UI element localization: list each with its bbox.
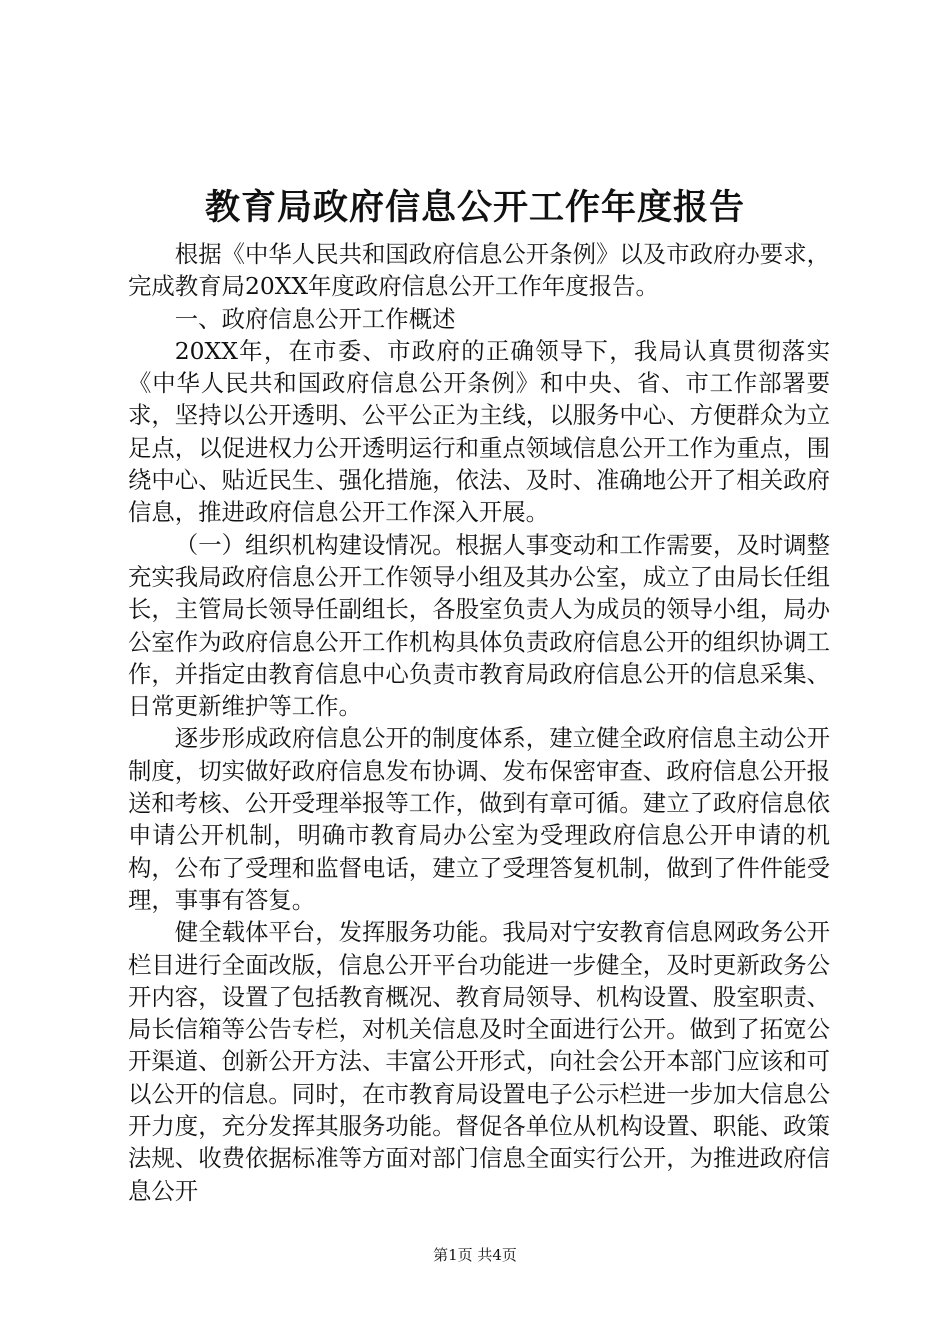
overview-paragraph: 20XX年，在市委、市政府的正确领导下，我局认真贯彻落实《中华人民共和国政府信息公开条例》和中央、省、市工作部署要求，坚持以公开透明、公平公正为主线，以服务中心、方便群众为立足点，以促进权力公开透明运行和重点领域信息公开工作为重点，围绕中心、贴近民生、强化措施，依法、及时、准确地公开了相关政府信息，推进政府信息公开工作深入开展。 — [128, 336, 830, 527]
document-body — [128, 238, 830, 1207]
platform-paragraph: 健全载体平台，发挥服务功能。我局对宁安教育信息网政务公开栏目进行全面改版，信息公开平台功能进一步健全，及时更新政务公开内容，设置了包括教育概况、教育局领导、机构设置、股室职责、局长信箱等公告专栏，对机关信息及时全面进行公开。做到了拓宽公开渠道、创新公开方法、丰富公开形式，向社会公开本部门应该和可以公开的信息。同时，在市教育局设置电子公示栏进一步加大信息公开力度，充分发挥其服务功能。督促各单位从机构设置、职能、政策法规、收费依据标准等方面对部门信息全面实行公开，为推进政府信息公开 — [128, 918, 830, 1205]
page-number-footer: 第1页 共4页 — [433, 1246, 517, 1264]
document-title: 教育局政府信息公开工作年度报告 — [204, 187, 745, 228]
intro-paragraph: 根据《中华人民共和国政府信息公开条例》以及市政府办要求，完成教育局20XX年度政府信息公开工作年度报告。 — [128, 240, 830, 301]
organization-paragraph: （一）组织机构建设情况。根据人事变动和工作需要，及时调整充实我局政府信息公开工作领导小组及其办公室，成立了由局长任组长，主管局长领导任副组长，各股室负责人为成员的领导小组，局办公室作为政府信息公开工作机构具体负责政府信息公开的组织协调工作，并指定由教育信息中心负责市教育局政府信息公开的信息采集、日常更新维护等工作。 — [128, 530, 830, 721]
system-paragraph: 逐步形成政府信息公开的制度体系，建立健全政府信息主动公开制度，切实做好政府信息发布协调、发布保密审查、政府信息公开报送和考核、公开受理举报等工作，做到有章可循。建立了政府信息依申请公开机制，明确市教育局办公室为受理政府信息公开申请的机构，公布了受理和监督电话，建立了受理答复机制，做到了件件能受理，事事有答复。 — [128, 724, 830, 914]
section-heading: 一、政府信息公开工作概述 — [174, 304, 456, 333]
